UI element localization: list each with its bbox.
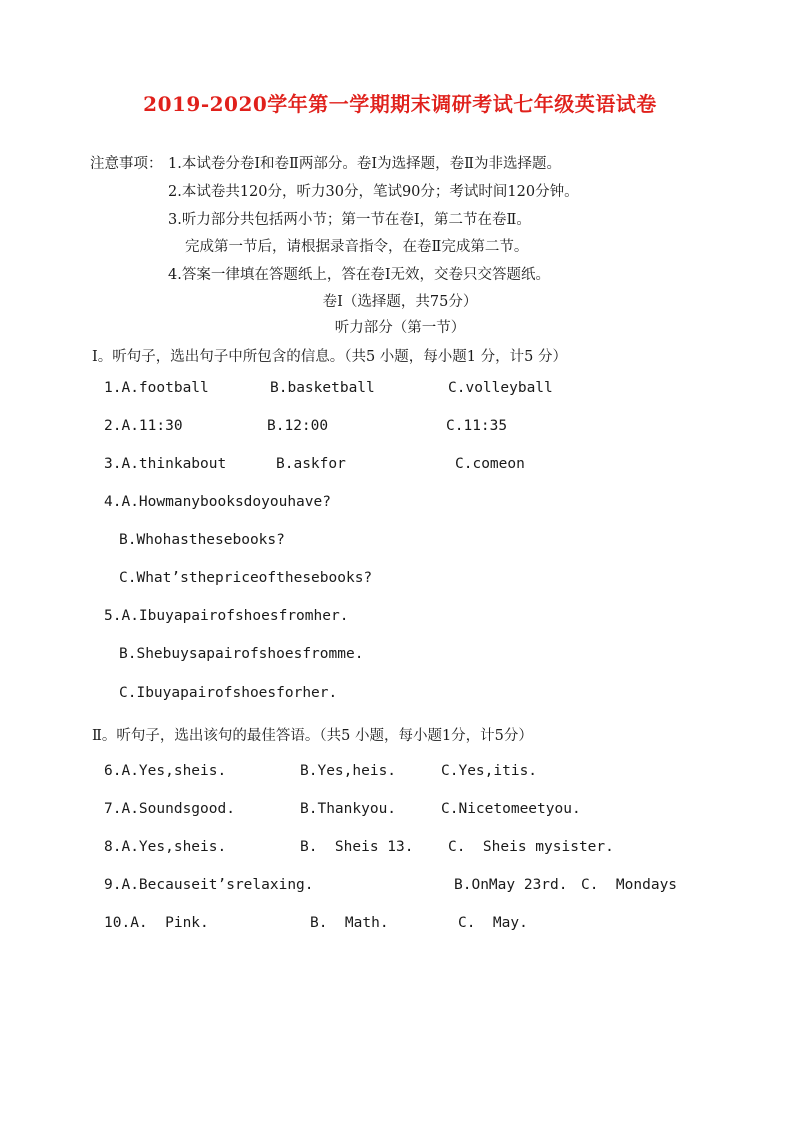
notes-label: 注意事项：	[90, 156, 163, 172]
note-item-3-cont: 完成第一节后，请根据录音指令，在卷Ⅱ完成第二节。	[185, 239, 529, 255]
q10-option-a: 10.A. Pink.	[104, 915, 209, 931]
q7-option-b: B.Thankyou.	[300, 801, 397, 817]
exam-title: 2019-2020学年第一学期期末调研考试七年级英语试卷	[143, 92, 657, 116]
q3-option-c: C.comeon	[455, 456, 525, 472]
q10-option-b: B. Math.	[310, 915, 389, 931]
q9-option-c: C. Mondays	[581, 877, 678, 893]
q6-option-c: C.Yes,itis.	[441, 763, 538, 779]
q2-option-b: B.12:00	[267, 418, 329, 434]
q2-option-a: 2.A.11:30	[104, 418, 183, 434]
note-item-3: 3.听力部分共包括两小节；第一节在卷Ⅰ，第二节在卷Ⅱ。	[168, 212, 531, 228]
note-item-2: 2.本试卷共120分，听力30分，笔试90分；考试时间120分钟。	[168, 184, 579, 200]
q3-option-b: B.askfor	[276, 456, 346, 472]
paper-heading: 卷Ⅰ（选择题，共75分）	[322, 294, 478, 310]
q7-option-a: 7.A.Soundsgood.	[104, 801, 235, 817]
section2-heading: Ⅱ。听句子，选出该句的最佳答语。（共5 小题，每小题1分，计5分）	[92, 728, 533, 744]
q7-option-c: C.Nicetomeetyou.	[441, 801, 581, 817]
q5-option-c: C.Ibuyapairofshoesforher.	[119, 685, 338, 701]
note-item-1: 1.本试卷分卷Ⅰ和卷Ⅱ两部分。卷Ⅰ为选择题，卷Ⅱ为非选择题。	[168, 156, 561, 172]
q6-option-a: 6.A.Yes,sheis.	[104, 763, 227, 779]
q6-option-b: B.Yes,heis.	[300, 763, 397, 779]
q1-option-c: C.volleyball	[448, 380, 553, 396]
q1-option-a: 1.A.football	[104, 380, 209, 396]
q9-option-a: 9.A.Becauseit’srelaxing.	[104, 877, 314, 893]
listening-heading: 听力部分（第一节）	[334, 320, 466, 336]
q8-option-a: 8.A.Yes,sheis.	[104, 839, 227, 855]
q5-option-a: 5.A.Ibuyapairofshoesfromher.	[104, 608, 349, 624]
q4-option-c: C.What’sthepriceofthesebooks?	[119, 570, 373, 586]
q4-option-b: B.Whohasthesebooks?	[119, 532, 285, 548]
q1-option-b: B.basketball	[270, 380, 375, 396]
q10-option-c: C. May.	[458, 915, 528, 931]
note-item-4: 4.答案一律填在答题纸上，答在卷Ⅰ无效，交卷只交答题纸。	[168, 267, 551, 283]
section1-heading: Ⅰ。听句子，选出句子中所包含的信息。（共5 小题，每小题1 分，计5 分）	[92, 349, 567, 365]
q9-option-b: B.OnMay 23rd.	[454, 877, 568, 893]
q8-option-c: C. Sheis mysister.	[448, 839, 614, 855]
q4-option-a: 4.A.Howmanybooksdoyouhave?	[104, 494, 331, 510]
q3-option-a: 3.A.thinkabout	[104, 456, 227, 472]
q8-option-b: B. Sheis 13.	[300, 839, 414, 855]
q2-option-c: C.11:35	[446, 418, 508, 434]
q5-option-b: B.Shebuysapairofshoesfromme.	[119, 646, 364, 662]
